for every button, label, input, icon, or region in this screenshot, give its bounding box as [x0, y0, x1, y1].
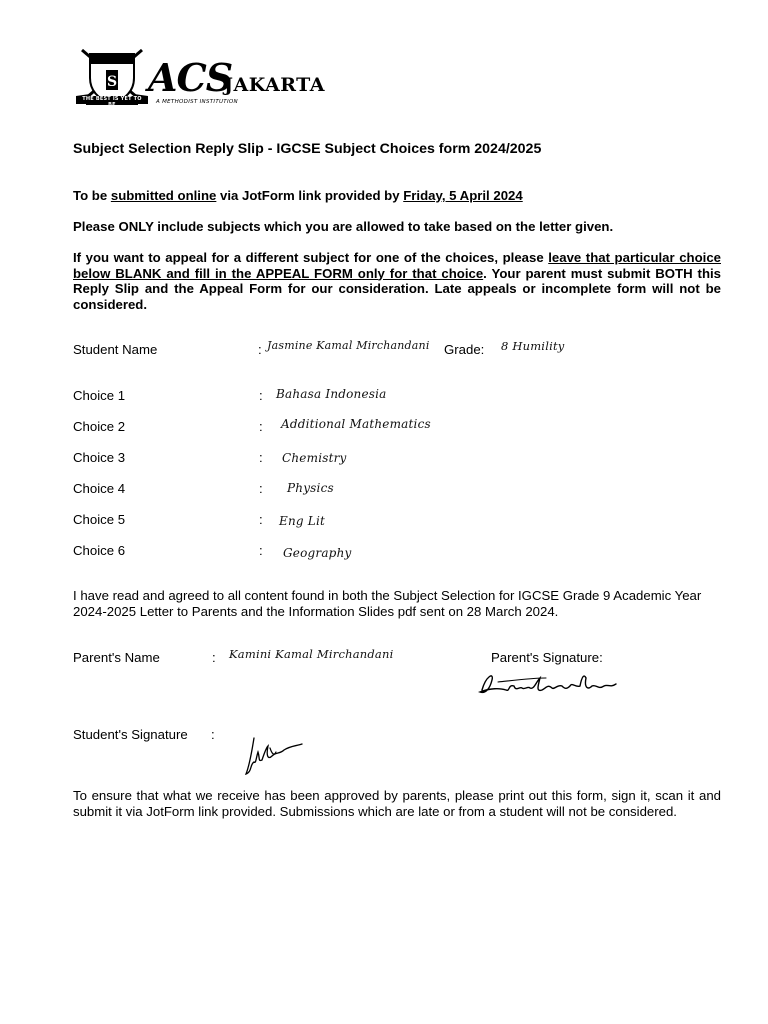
submit-text-2: submitted online	[110, 188, 217, 203]
crest-letter: S	[106, 74, 118, 90]
appeal-instructions	[73, 250, 721, 312]
only-include-notice: Please ONLY include subjects which you are allowed to take based on the letter given.	[73, 219, 614, 234]
choice-6-colon: :	[259, 543, 263, 558]
appeal-text-2: leave that particular choice below BLANK and fill in the APPEAL FORM only for that choice	[73, 250, 721, 281]
parent-name-value: Kamini Kamal Mirchandani	[229, 647, 394, 661]
student-name-label: Student Name	[73, 342, 158, 357]
choice-5-colon: :	[259, 512, 263, 527]
choice-2-label: Choice 2	[73, 419, 126, 434]
logo-motto: THE BEST IS YET TO BE	[82, 96, 142, 108]
choice-6-label: Choice 6	[73, 543, 126, 558]
submit-text-1: To be	[73, 188, 111, 203]
submit-text-3: via JotForm link provided by	[216, 188, 404, 203]
footer-instructions: To ensure that what we receive has been approved by parents, please print out this form, sign it, scan it and submit it via JotForm link provided. Submissions which are late or from a student will not be considered.	[73, 788, 721, 819]
choice-3-label: Choice 3	[73, 450, 126, 465]
choice-5-value: Eng Lit	[279, 514, 326, 528]
student-signature-image	[240, 734, 310, 778]
appeal-text-1: If you want to appeal for a different subject for one of the choices, please	[73, 250, 549, 265]
agreement-statement: I have read and agreed to all content found in both the Subject Selection for IGCSE Grade 9 Academic Year 2024-2025 Letter to Parents and the Information Slides pdf sent on 28 March 2024.	[73, 588, 702, 619]
parent-name-label: Parent's Name	[73, 650, 160, 665]
choice-3-colon: :	[259, 450, 263, 465]
choice-4-colon: :	[259, 481, 263, 496]
logo-tagline: A METHODIST INSTITUTION	[156, 99, 238, 105]
choice-1-value: Bahasa Indonesia	[276, 387, 387, 401]
choice-2-value: Additional Mathematics	[281, 417, 431, 431]
choice-6-value: Geography	[283, 546, 352, 560]
appeal-text-3: . Your parent must submit BOTH this Reply Slip and the Appeal Form for our consideration. Late appeals or incomplete form will not be considered.	[73, 265, 722, 312]
choice-2-colon: :	[259, 419, 263, 434]
logo-brand: ACS	[148, 55, 233, 100]
parent-signature-label: Parent's Signature:	[491, 650, 603, 665]
logo-city: JAKARTA	[224, 74, 326, 96]
choice-4-value: Physics	[287, 481, 334, 495]
student-signature-label: Student's Signature	[73, 727, 188, 742]
choice-5-label: Choice 5	[73, 512, 126, 527]
grade-value: 8 Humility	[501, 339, 565, 353]
choice-1-label: Choice 1	[73, 388, 126, 403]
parent-signature-image	[476, 666, 626, 700]
grade-label: Grade:	[444, 342, 485, 357]
student-name-colon: :	[258, 342, 262, 357]
submit-deadline-line	[73, 188, 721, 204]
parent-name-colon: :	[212, 650, 216, 665]
submit-deadline-date: Friday, 5 April 2024	[403, 188, 523, 203]
page-title: Subject Selection Reply Slip - IGCSE Subject Choices form 2024/2025	[73, 141, 542, 157]
choice-3-value: Chemistry	[282, 451, 347, 465]
student-name-value: Jasmine Kamal Mirchandani	[267, 339, 430, 352]
choice-4-label: Choice 4	[73, 481, 126, 496]
choice-1-colon: :	[259, 388, 263, 403]
school-logo	[76, 44, 326, 110]
student-signature-colon: :	[211, 727, 215, 742]
